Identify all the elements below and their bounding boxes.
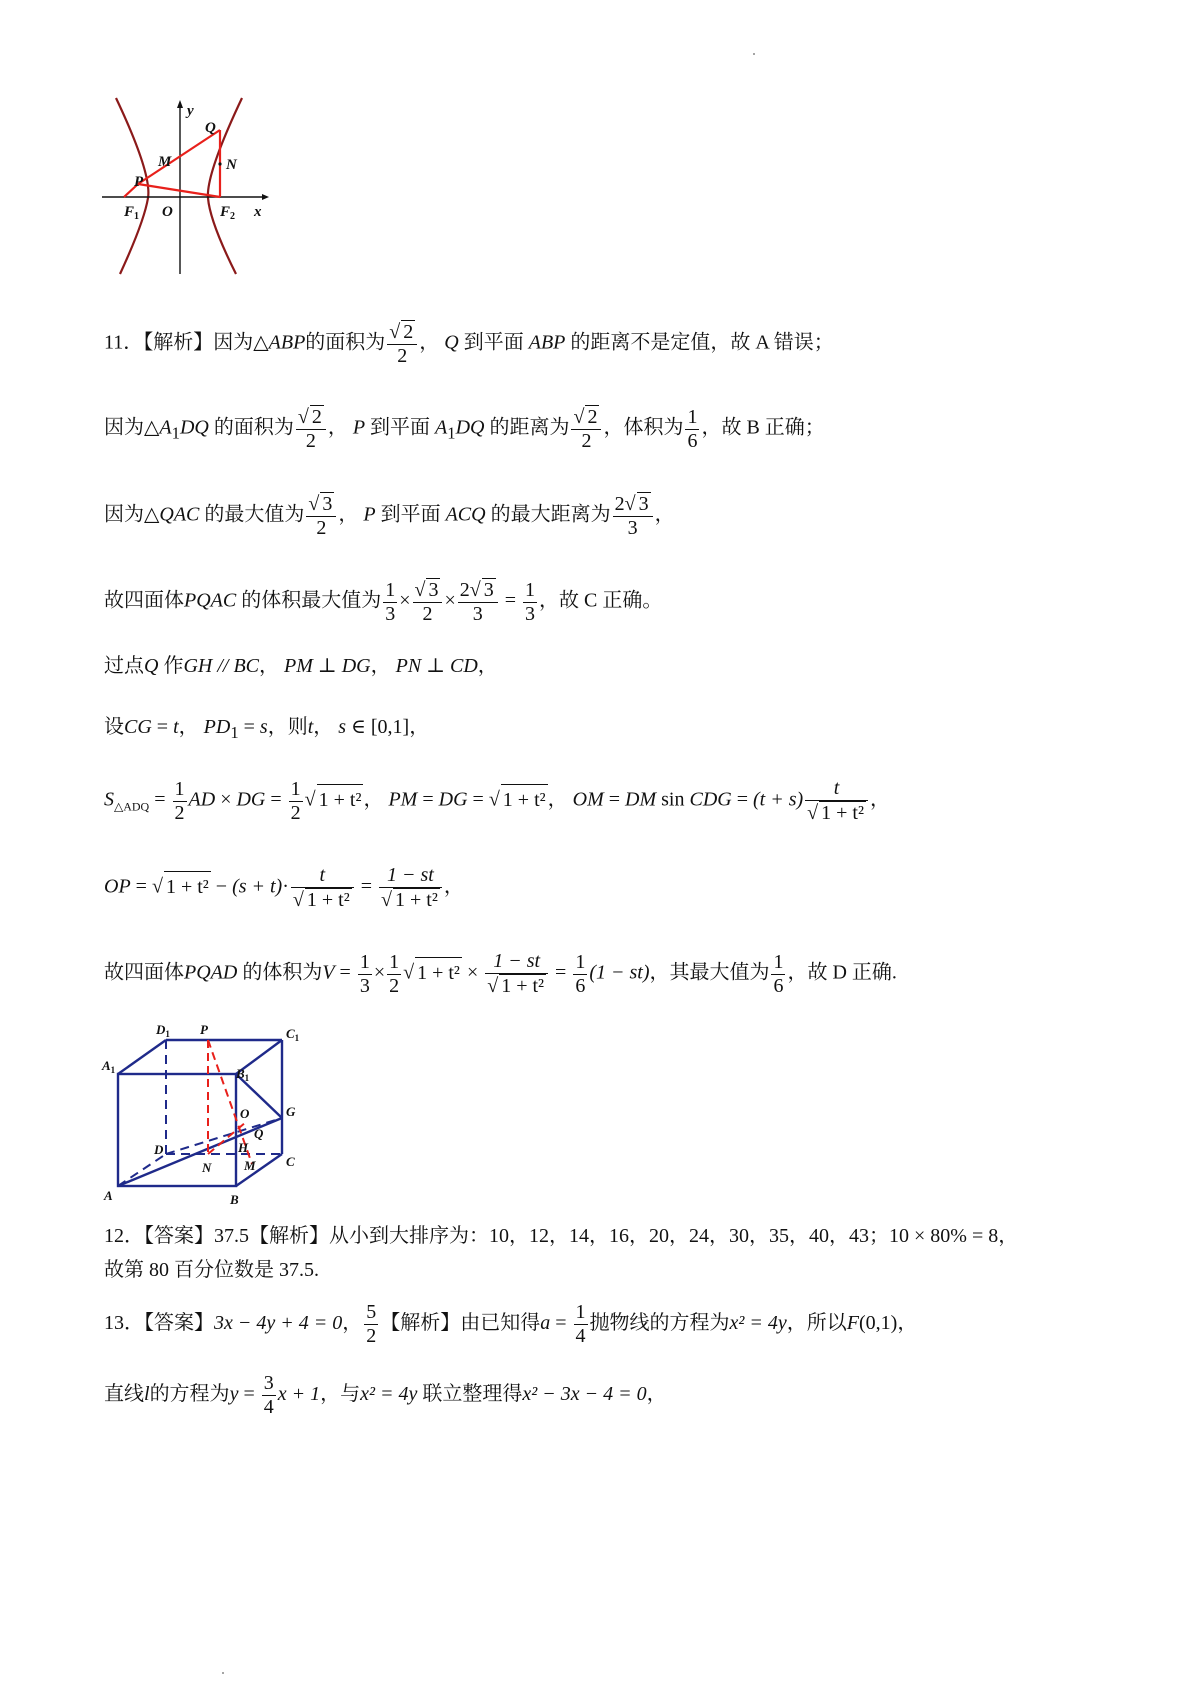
cube-solid-edges — [118, 1040, 282, 1186]
label-n: N — [226, 157, 237, 173]
fraction: $\frac{1 - st}{\text{√ 1 + t²}}$ — [485, 950, 548, 998]
q11-line-2: 因为$\triangle A_1DQ$ 的面积为 $\frac{√ 2}{2}$ ， P 到平面 $A_1DQ$ 的距离为 $\frac{√ 2}{2}$ ，体积为 $\frac{1}{6}$ ，故 B 正确； — [104, 405, 825, 452]
label-b1: $B_1$ — [236, 1066, 250, 1083]
q12-line-1: 12．【答案】37.5【解析】从小到大排序为：10，12，14，16，20，24，30，35，40，43；10 × 80% = 8， — [104, 1225, 1019, 1247]
fraction: $\frac{t}{\text{√ 1 + t²}}$ — [805, 777, 868, 825]
fraction: $\frac{1 - st}{\text{√ 1 + t²}}$ — [379, 864, 442, 912]
cube-hidden-edges — [118, 1040, 282, 1186]
fraction: $\frac{3}{4}$ — [263, 1372, 274, 1418]
fraction: $\frac{1}{4}$ — [575, 1301, 586, 1347]
q12-line-2: 故第 80 百分位数是 37.5. — [104, 1259, 319, 1281]
fraction: $\frac{1}{3}$ — [525, 578, 536, 625]
q13-line-2: 直线l的方程为y = $\frac{3}{4}$ x + 1，与x² = 4y 联立整理得x² − 3x − 4 = 0， — [104, 1372, 667, 1418]
label-q: Q — [205, 120, 216, 136]
fraction: $\frac{5}{2}$ — [366, 1301, 377, 1347]
label-f1: $F_1$ — [124, 204, 140, 222]
label-o: O — [162, 204, 173, 220]
q11-line-6: 设CG = t， $PD_1 = s$，则t， s ∈ [0,1]， — [104, 716, 430, 742]
fraction: $\frac{1}{2}$ — [389, 950, 400, 997]
fraction: $\frac{1}{3}$ — [359, 950, 370, 997]
x-axis-arrow — [262, 194, 269, 200]
label-d1: $D_1$ — [156, 1022, 170, 1039]
fraction: $\frac{2√ 3}{3}$ — [613, 492, 653, 540]
speck — [753, 53, 755, 55]
fraction: $\frac{√ 2}{2}$ — [387, 320, 417, 368]
label-p: P — [134, 174, 144, 190]
fraction: $\frac{1}{3}$ — [385, 578, 396, 625]
q13-line-1: 13．【答案】3x − 4y + 4 = 0， $\frac{5}{2}$ 【解析】由已知得a = $\frac{1}{4}$ 抛物线的方程为x² = 4y，所以F(0,1)， — [104, 1301, 918, 1347]
y-axis-arrow — [177, 100, 183, 108]
label-g: G — [286, 1104, 296, 1119]
label-p: P — [200, 1022, 208, 1037]
label-b: B — [230, 1192, 239, 1207]
label-n: N — [202, 1160, 212, 1175]
fraction: $\frac{1}{6}$ — [773, 950, 784, 997]
fraction: $\frac{1}{6}$ — [687, 405, 698, 452]
fraction: $\frac{√ 2}{2}$ — [296, 405, 326, 453]
q11-line-3: 因为△QAC 的最大值为 $\frac{√ 3}{2}$ ， P 到平面 ACQ 的最大距离为 $\frac{2√ 3}{3}$ ， — [104, 493, 675, 539]
fraction: $\frac{√ 3}{2}$ — [306, 492, 336, 540]
fraction: $\frac{1}{2}$ — [174, 777, 185, 824]
label-o: O — [240, 1106, 250, 1121]
label-m: M — [244, 1158, 256, 1173]
label-a1: $A_1$ — [102, 1058, 116, 1075]
label-c1: $C_1$ — [286, 1026, 300, 1043]
q11-line-5: 过点Q 作GH // BC， PM ⊥ DG， PN ⊥ CD， — [104, 655, 498, 677]
fraction: $\frac{t}{\text{√ 1 + t²}}$ — [291, 864, 354, 912]
label-q: Q — [254, 1126, 264, 1141]
label-d: D — [154, 1142, 164, 1157]
speck — [222, 1672, 224, 1674]
fraction: $\frac{2√ 3}{3}$ — [458, 578, 498, 626]
label-y: y — [187, 103, 194, 119]
q11-line-9: 故四面体PQAD 的体积为V = $\frac{1}{3}$ × $\frac{1}{2}$ √ 1 + t² × $\frac{1 - st}{\text{√ 1 + t²}}$ = $\frac{1}{6}$ (1 − st)，其最大值为 $\frac{1}{6}$ ，故 D 正确. — [104, 950, 897, 997]
q11-line-7: $S_{\triangle ADQ}$ = $\frac{1}{2}$ AD × DG = $\frac{1}{2}$ √ 1 + t² ， PM = DG = √ 1 + t² ， OM = DM sin CDG = (t + s) $\frac{t}{\text{√ 1 + t²}}$ ， — [104, 777, 890, 824]
hyperbola-figure — [96, 94, 276, 278]
fraction: $\frac{√ 3}{2}$ — [413, 578, 443, 626]
label-m: M — [158, 154, 172, 170]
fraction: $\frac{√ 2}{2}$ — [571, 405, 601, 453]
point-n — [218, 162, 221, 165]
label-x: x — [254, 204, 262, 220]
hyperbola-left-branch — [116, 98, 148, 274]
q11-line-1: 11．【解析】因为△ABP的面积为 $\frac{√ 2}{2}$ ， Q 到平面 ABP 的距离不是定值，故 A 错误； — [104, 321, 834, 367]
q11-line-8: OP = √ 1 + t² − (s + t)· $\frac{t}{\text{√ 1 + t²}}$ = $\frac{1 - st}{\text{√ 1 + t²}}$ ， — [104, 864, 464, 911]
cube-figure — [96, 1018, 336, 1210]
label-a: A — [104, 1188, 113, 1203]
label-h: H — [238, 1140, 249, 1155]
fraction: $\frac{1}{2}$ — [290, 777, 301, 824]
fraction: $\frac{1}{6}$ — [575, 950, 586, 997]
q11-line-4: 故四面体PQAC 的体积最大值为 $\frac{1}{3}$ × $\frac{√ 3}{2}$ × $\frac{2√ 3}{3}$ = $\frac{1}{3}$ ，故 C 正确。 — [104, 578, 663, 625]
label-c: C — [286, 1154, 295, 1169]
label-f2: $F_2$ — [220, 204, 236, 222]
